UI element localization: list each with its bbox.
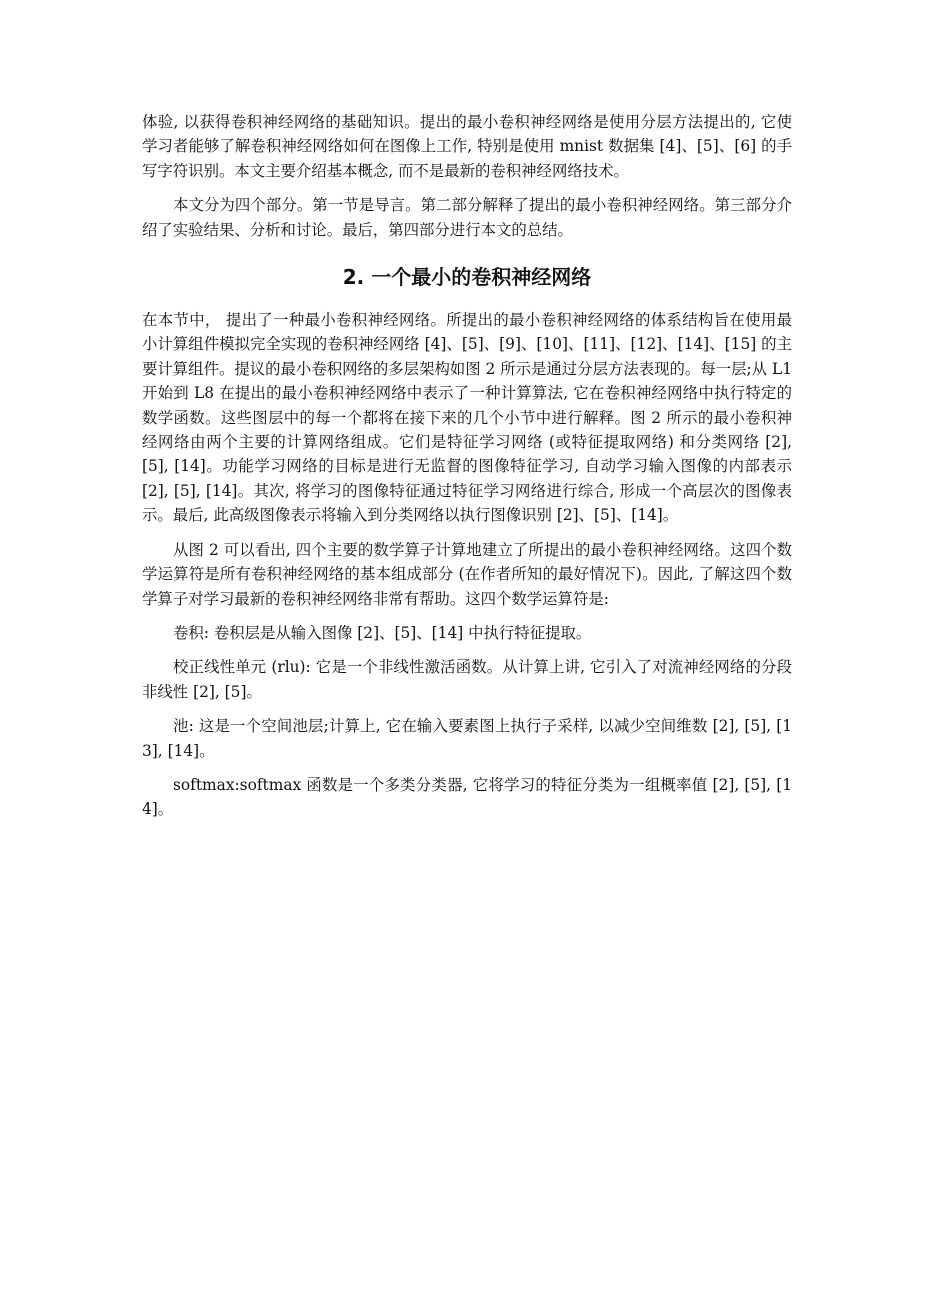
section-heading: 2. 一个最小的卷积神经网络 xyxy=(342,265,592,290)
page-body xyxy=(142,110,792,822)
intro-paragraph-1: 体验, 以获得卷积神经网络的基础知识。提出的最小卷积神经网络是使用分层方法提出的, 它使学习者能够了解卷积神经网络如何在图像上工作, 特别是使用 mnist 数据集 [4]、[5]、[6] 的手写字符识别。本文主要介绍基本概念, 而不是最新的卷积神经网络技术。 xyxy=(142,113,792,180)
operator-pooling: 池: 这是一个空间池层;计算上, 它在输入要素图上执行子采样, 以减少空间维数 [2], [5], [13], [14]。 xyxy=(142,717,792,760)
operator-relu: 校正线性单元 (rlu): 它是一个非线性激活函数。从计算上讲, 它引入了对流神经网络的分段非线性 [2], [5]。 xyxy=(142,658,792,701)
intro-paragraph-2: 本文分为四个部分。第一节是导言。第二部分解释了提出的最小卷积神经网络。第三部分介绍了实验结果、分析和讨论。最后，第四部分进行本文的总结。 xyxy=(142,196,792,239)
section-paragraph-1: 在本节中， 提出了一种最小卷积神经网络。所提出的最小卷积神经网络的体系结构旨在使用最小计算组件模拟完全实现的卷积神经网络 [4]、[5]、[9]、[10]、[11]、[12]、[14]、[15] 的主要计算组件。提议的最小卷积网络的多层架构如图 2 所示是通过分层方法表现的。每一层;从 L1 开始到 L8 在提出的最小卷积神经网络中表示了一种计算算法, 它在卷积神经网络中执行特定的数学函数。这些图层中的每一个都将在接下来的几个小节中进行解释。图 2 所示的最小卷积神经网络由两个主要的计算网络组成。它们是特征学习网络 (或特征提取网络) 和分类网络 [2], [5], [14]。功能学习网络的目标是进行无监督的图像特征学习, 自动学习输入图像的内部表示[2], [5], [14]。其次, 将学习的图像特征通过特征学习网络进行综合, 形成一个高层次的图像表示。最后, 此高级图像表示将输入到分类网络以执行图像识别 [2]、[5]、[14]。 xyxy=(142,311,792,525)
section-paragraph-2: 从图 2 可以看出, 四个主要的数学算子计算地建立了所提出的最小卷积神经网络。这四个数学运算符是所有卷积神经网络的基本组成部分 (在作者所知的最好情况下)。因此, 了解这四个数学算子对学习最新的卷积神经网络非常有帮助。这四个数学运算符是: xyxy=(142,540,792,608)
operator-softmax: softmax:softmax 函数是一个多类分类器, 它将学习的特征分类为一组概率值 [2], [5], [14]。 xyxy=(142,775,792,819)
operator-convolution: 卷积: 卷积层是从输入图像 [2]、[5]、[14] 中执行特征提取。 xyxy=(173,623,592,642)
